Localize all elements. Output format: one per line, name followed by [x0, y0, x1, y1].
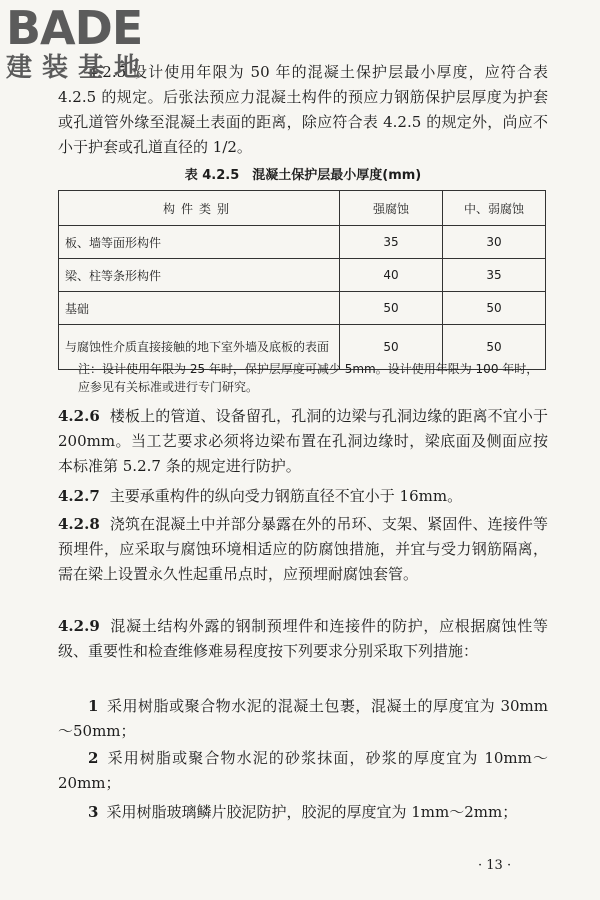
table-cell: 35: [443, 259, 546, 292]
clause-text: 主要承重构件的纵向受力钢筋直径不宜小于 16mm。: [109, 487, 463, 505]
table-header-row: [59, 191, 546, 226]
table-cell: 50: [340, 292, 443, 325]
table-note: 注：设计使用年限为 25 年时，保护层厚度可减少 5mm。设计使用年限为 100 年时，应参见有关标准或进行专门研究。: [78, 362, 539, 394]
clause-text: 楼板上的管道、设备留孔，孔洞的边梁与孔洞边缘的距离不宜小于 200mm。当工艺要求必须将边梁布置在孔洞边缘时，梁底面及侧面应按本标准第 5.2.7 条的规定进行防护。: [58, 407, 548, 475]
cover-thickness-table: [58, 190, 546, 370]
clause-4-2-7: [58, 484, 548, 509]
clause-4-2-6: [58, 404, 548, 479]
col-header-type: 构件类别: [59, 191, 340, 226]
watermark-logo: BADE: [6, 1, 143, 55]
item-number: 1: [88, 697, 99, 715]
clause-text: 浇筑在混凝土中并部分暴露在外的吊环、支架、紧固件、连接件等预埋件，应采取与腐蚀环境相适应的防腐蚀措施，并宜与受力钢筋隔离，需在梁上设置永久性起重吊点时，应预埋耐腐蚀套管。: [58, 515, 548, 583]
col-header-medium: 中、弱腐蚀: [443, 191, 546, 226]
table-caption: 表 4.2.5 混凝土保护层最小厚度(mm): [184, 168, 422, 183]
clause-text: 混凝土结构外露的钢制预埋件和连接件的防护，应根据腐蚀性等级、重要性和检查维修难易程度按下列要求分别采取下列措施：: [58, 617, 548, 660]
item-text: 采用树脂玻璃鳞片胶泥防护，胶泥的厚度宜为 1mm～2mm；: [106, 803, 518, 821]
clause-number: 4.2.7: [58, 487, 100, 505]
watermark: [6, 1, 151, 83]
clause-4-2-8: [58, 512, 548, 587]
watermark-subtitle: 建装基地: [6, 53, 151, 83]
clause-number: 4.2.8: [58, 515, 100, 533]
table-cell: 基础: [59, 292, 340, 325]
table-cell: 梁、柱等条形构件: [59, 259, 340, 292]
table-cell: 30: [443, 226, 546, 259]
table-row: [59, 259, 546, 292]
page-number: · 13 ·: [478, 858, 512, 873]
clause-4-2-9: [58, 614, 548, 664]
table-cell: 板、墙等面形构件: [59, 226, 340, 259]
table-cell: 35: [340, 226, 443, 259]
col-header-strong: 强腐蚀: [340, 191, 443, 226]
clause-number: 4.2.9: [58, 617, 100, 635]
table-cell: 50: [340, 325, 443, 370]
measure-item-3: [58, 800, 548, 825]
item-text: 采用树脂或聚合物水泥的砂浆抹面，砂浆的厚度宜为 10mm～20mm；: [58, 749, 548, 792]
clause-number: 4.2.6: [58, 407, 100, 425]
table-cell: 50: [443, 292, 546, 325]
item-number: 3: [88, 803, 99, 821]
table-cell: 40: [340, 259, 443, 292]
table-row: [59, 226, 546, 259]
clause-4-2-5: 4.2.5 设计使用年限为 50 年的混凝土保护层最小厚度，应符合表 4.2.5 的规定。后张法预应力混凝土构件的预应力钢筋保护层厚度为护套或孔道管外缘至混凝土表面的距离，除应符合表 4.2.5 的规定外，尚应不小于护套或孔道直径的 1/2。: [58, 63, 548, 156]
table-row: [59, 292, 546, 325]
table-cell: 50: [443, 325, 546, 370]
measure-item-2: [58, 746, 548, 796]
item-number: 2: [88, 749, 99, 767]
item-text: 采用树脂或聚合物水泥的混凝土包裹，混凝土的厚度宜为 30mm～50mm；: [58, 697, 548, 740]
measure-item-1: [58, 694, 548, 744]
table-cell: 与腐蚀性介质直接接触的地下室外墙及底板的表面: [59, 325, 340, 370]
